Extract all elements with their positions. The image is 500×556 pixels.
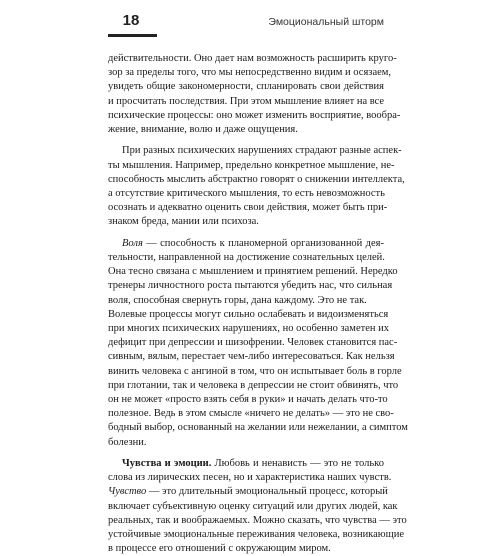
text-line: он не может «просто взять себя в руки» и начать делать что-то	[108, 394, 388, 406]
text-line: увидеть общие закономерности, спланировать свои действия	[108, 81, 384, 93]
text-line: тренеры личностного роста пытаются убедить нас, что сильная	[108, 280, 393, 292]
text-line: болезни.	[108, 436, 147, 448]
section-heading-feelings: Чувства и эмоции.	[122, 457, 212, 469]
text-line: в процессе его отношений с окружающим миром.	[108, 543, 331, 555]
text-line: Она тесно связана с мышлением и принятием решений. Нередко	[108, 266, 398, 278]
text-line: ты мышления. Например, предельно конкретное мышление, не-	[108, 159, 395, 171]
text-line: полезное. Ведь в этом смысле «ничего не делать» — это не сво-	[108, 408, 394, 420]
running-title: Эмоциональный шторм	[268, 16, 384, 28]
text-run: Любовь и ненависть — это не только	[211, 457, 384, 469]
text-run: — это длительный эмоциональный процесс, который	[146, 486, 388, 498]
text-line	[108, 485, 388, 499]
text-line: слова из лирических песен, но и характеристика наших чувств.	[108, 472, 392, 484]
text-line: действительности. Оно дает нам возможность расширить круго-	[108, 53, 397, 64]
text-line: Волевые процессы могут сильно ослабевать и видоизменяться	[108, 308, 389, 320]
text-line: а отсутствие критического мышления, то есть невозможность	[108, 187, 385, 199]
text-line: зор за пределы того, что мы непосредственно видим и осязаем,	[108, 67, 392, 79]
text-line: при многих психических нарушениях, но особенно заметен их	[108, 322, 389, 334]
text-line	[108, 237, 384, 251]
text-line: воля, способная свернуть горы, дана каждому. Это не так.	[108, 294, 367, 306]
text-line: тельности, направленной на достижение сознательных целей.	[108, 251, 385, 263]
text-line: устойчивые эмоциональные переживания человека, возникающие	[108, 529, 404, 540]
text-line: При разных психических нарушениях страдают разные аспек-	[122, 145, 402, 157]
text-line	[108, 457, 384, 471]
text-line: жение, внимание, волю и даже ощущения.	[108, 124, 298, 136]
text-line: знаком бреда, мании или психоза.	[108, 216, 259, 228]
page-number-underline	[108, 34, 157, 37]
text-line: бодный выбор, основанный на желании или нежелании, а симптом	[108, 422, 408, 434]
page-header	[108, 10, 384, 40]
text-run: — способность к планомерной организованной дея-	[142, 237, 384, 249]
body-text	[108, 52, 408, 556]
text-line: сивным, вялым, перестает чем-либо интересоваться. Как нельзя	[108, 351, 395, 363]
text-line: и просчитать последствия. При этом мышление влияет на все	[108, 95, 385, 107]
text-line: осознать и адекватно оценить свои действия, может быть при-	[108, 202, 388, 214]
text-line: дефицит при депрессии и шизофрении. Человек становится пас-	[108, 337, 398, 349]
text-line: реальных, так и воображаемых. Можно сказать, что чувства — это	[108, 514, 407, 526]
page-number: 18	[122, 12, 140, 29]
text-line: включает субъективную оценку ситуаций или других людей, как	[108, 500, 398, 512]
text-line: способность мыслить абстрактно говорят о снижении интеллекта,	[108, 173, 405, 185]
term-chuvstvo: Чувство	[108, 486, 147, 498]
text-line: психические процессы: оно может изменить восприятие, вообра-	[108, 109, 401, 121]
text-line: при глотании, так и человека в депрессии не стоит обвинять, что	[108, 379, 399, 391]
term-volya: Воля	[122, 237, 143, 249]
text-line: винить человека с ангиной в том, что он испытывает боль в горле	[108, 365, 402, 377]
